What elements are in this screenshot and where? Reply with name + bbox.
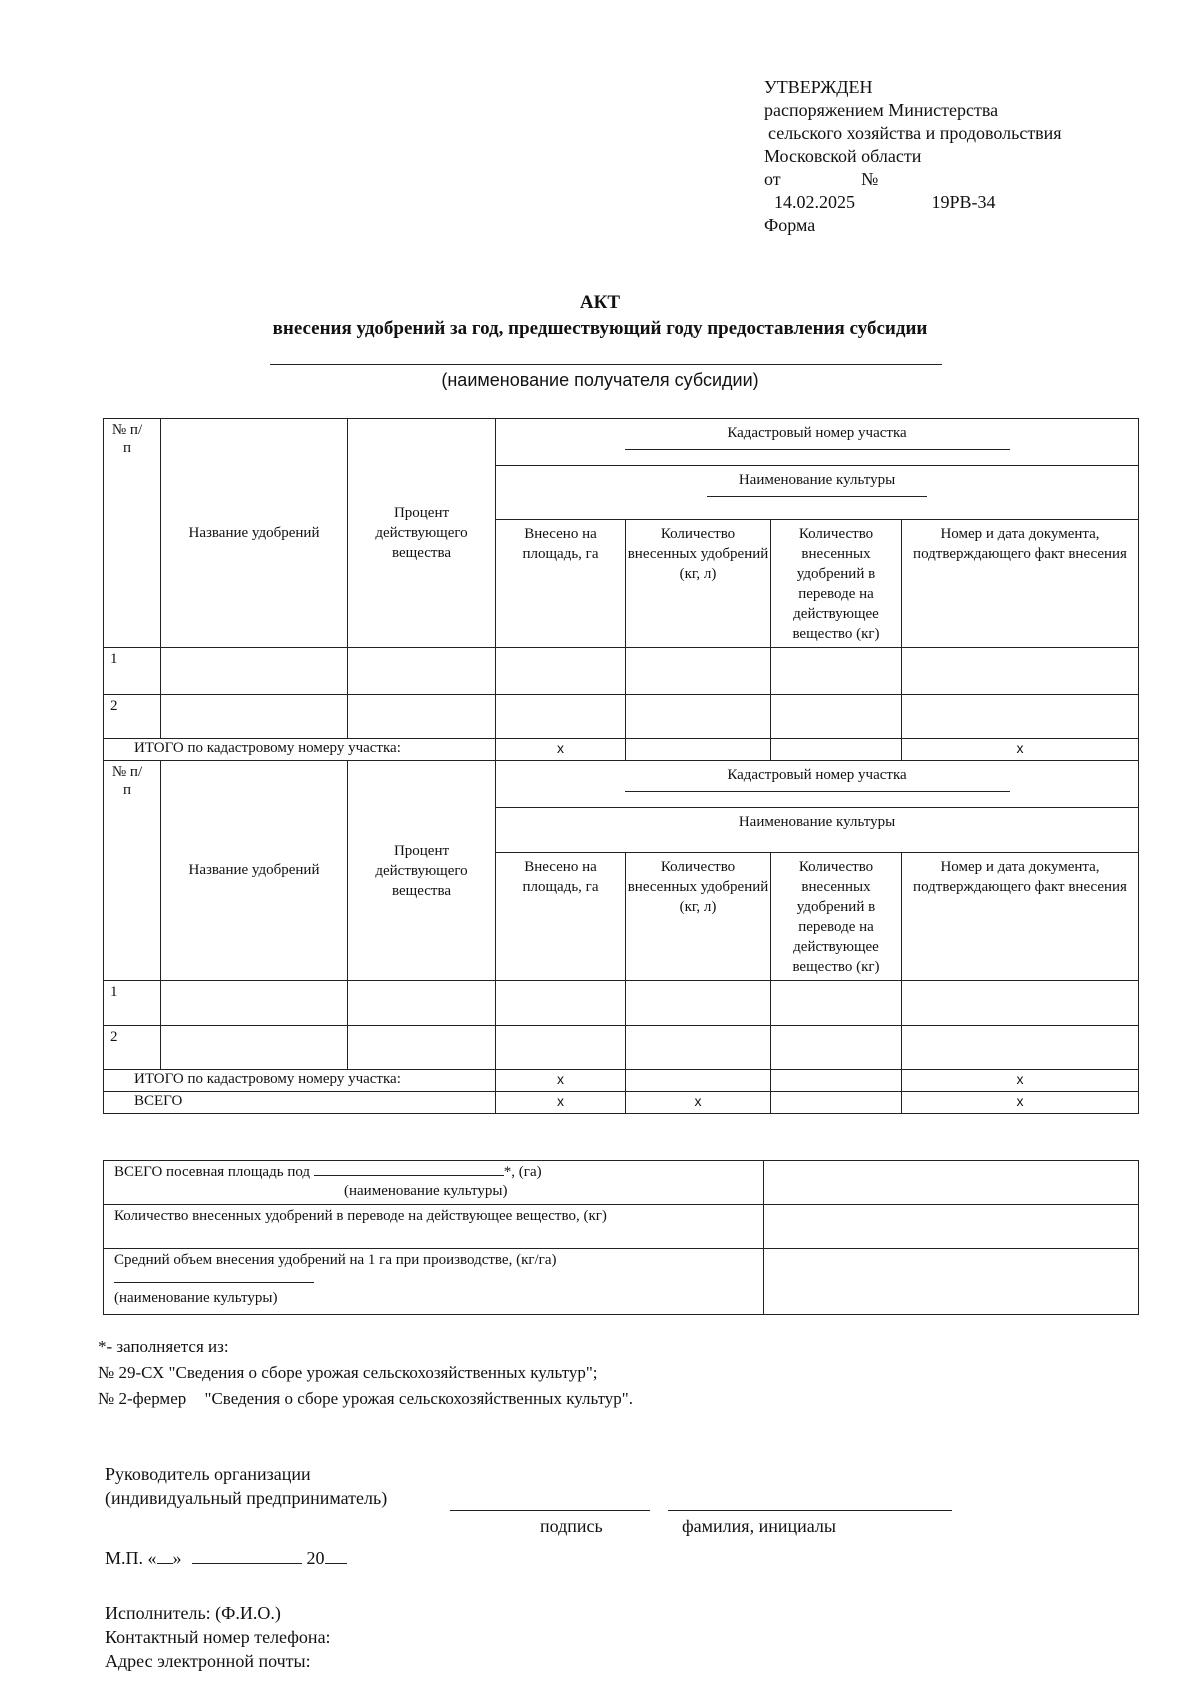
row-number: 1 [104,648,161,695]
approval-date: 14.02.2025 [774,192,855,212]
crop-header: Наименование культуры [496,808,1139,853]
stamp-date-row: М.П. « » 20 [105,1546,347,1570]
col-percent-header: Процент действующего вещества [348,761,496,981]
col-qty-header: Количество внесенных удобрений (кг, л) [626,520,771,648]
row-number: 1 [104,981,161,1026]
summary-active-label: Количество внесенных удобрений в переводе на действующее вещество, (кг) [104,1205,764,1249]
subtotal-label: ИТОГО по кадастровому номеру участка: [104,739,496,761]
col-area-header: Внесено на площадь, га [496,853,626,981]
summary-area-label: ВСЕГО посевная площадь под [114,1164,311,1180]
crop-blank-line [314,1175,504,1176]
document-subtitle: внесения удобрений за год, предшествующий году предоставления субсидии [272,318,928,339]
recipient-label: (наименование получателя субсидии) [441,370,759,390]
x-mark: x [496,1070,626,1092]
contact-block [105,1601,331,1673]
footnote-line-2: № 2-фермер "Сведения о сборе урожая сельскохозяйственных культур". [98,1389,633,1408]
name-line [668,1510,952,1511]
fertilizer-table [103,418,1139,1114]
cadastral-header: Кадастровый номер участка [496,761,1139,808]
footnote-block [98,1334,633,1412]
document-title: АКТ [579,292,621,313]
approval-title: УТВЕРЖДЕН [764,77,873,97]
col-doc-header: Номер и дата документа, подтверждающего факт внесения [902,520,1139,648]
col-name-header: Название удобрений [161,419,348,648]
col-percent-header: Процент действующего вещества [348,419,496,648]
crop-header: Наименование культуры [496,466,1139,520]
grand-total-label: ВСЕГО [104,1092,496,1114]
x-mark: x [902,1092,1139,1114]
row-number: 2 [104,1026,161,1070]
col-name-header: Название удобрений [161,761,348,981]
summary-average-cell [104,1249,764,1315]
recipient-line [270,364,942,365]
crop-line [707,496,927,497]
approval-line-3: Московской области [764,146,922,166]
summary-average-label: Средний объем внесения удобрений на 1 га при производстве, (кг/га) [114,1252,557,1268]
summary-area-cell [104,1161,764,1205]
executor-label: Исполнитель: (Ф.И.О.) [105,1603,281,1623]
head-line-2: (индивидуальный предприниматель) [105,1488,388,1508]
x-mark: x [496,1092,626,1114]
row-number: 2 [104,695,161,739]
name-caption: фамилия, инициалы [682,1516,836,1536]
approval-from-row [764,168,1062,191]
signature-head [105,1462,387,1510]
number-label: № [861,169,879,189]
signature-line [450,1510,650,1511]
x-mark: x [496,739,626,761]
x-mark: x [902,739,1139,761]
col-active-header: Количество внесенных удобрений в переводе на действующее вещество (кг) [771,520,902,648]
cadastral-line [625,791,1010,792]
approval-date-row [764,191,1062,214]
col-doc-header: Номер и дата документа, подтверждающего факт внесения [902,853,1139,981]
summary-table [103,1160,1139,1315]
x-mark: x [626,1092,771,1114]
summary-area-sub: (наименование культуры) [344,1183,508,1199]
x-mark: x [902,1070,1139,1092]
form-label: Форма [764,215,816,235]
col-active-header: Количество внесенных удобрений в переводе на действующее вещество (кг) [771,853,902,981]
summary-average-sub: (наименование культуры) [114,1290,278,1306]
col-area-header: Внесено на площадь, га [496,520,626,648]
approval-line-1: распоряжением Министерства [764,100,999,120]
col-qty-header: Количество внесенных удобрений (кг, л) [626,853,771,981]
subtotal-label: ИТОГО по кадастровому номеру участка: [104,1070,496,1092]
col-num-header: № п/п [104,419,161,648]
email-label: Адрес электронной почты: [105,1651,311,1671]
approval-block [764,76,1062,237]
col-num-header: № п/п [104,761,161,981]
crop-blank-line [114,1270,314,1283]
cadastral-line [625,449,1010,450]
footnote-line-1: № 29-СХ "Сведения о сборе урожая сельскохозяйственных культур"; [98,1363,598,1382]
phone-label: Контактный номер телефона: [105,1627,331,1647]
cadastral-header: Кадастровый номер участка [496,419,1139,466]
approval-number: 19РВ-34 [931,192,996,212]
signature-caption: подпись [540,1516,603,1536]
summary-area-suffix: *, (га) [503,1164,542,1180]
head-line-1: Руководитель организации [105,1464,311,1484]
approval-line-2: сельского хозяйства и продовольствия [768,123,1062,143]
footnote-intro: *- заполняется из: [98,1337,229,1356]
from-label: от [764,169,781,189]
